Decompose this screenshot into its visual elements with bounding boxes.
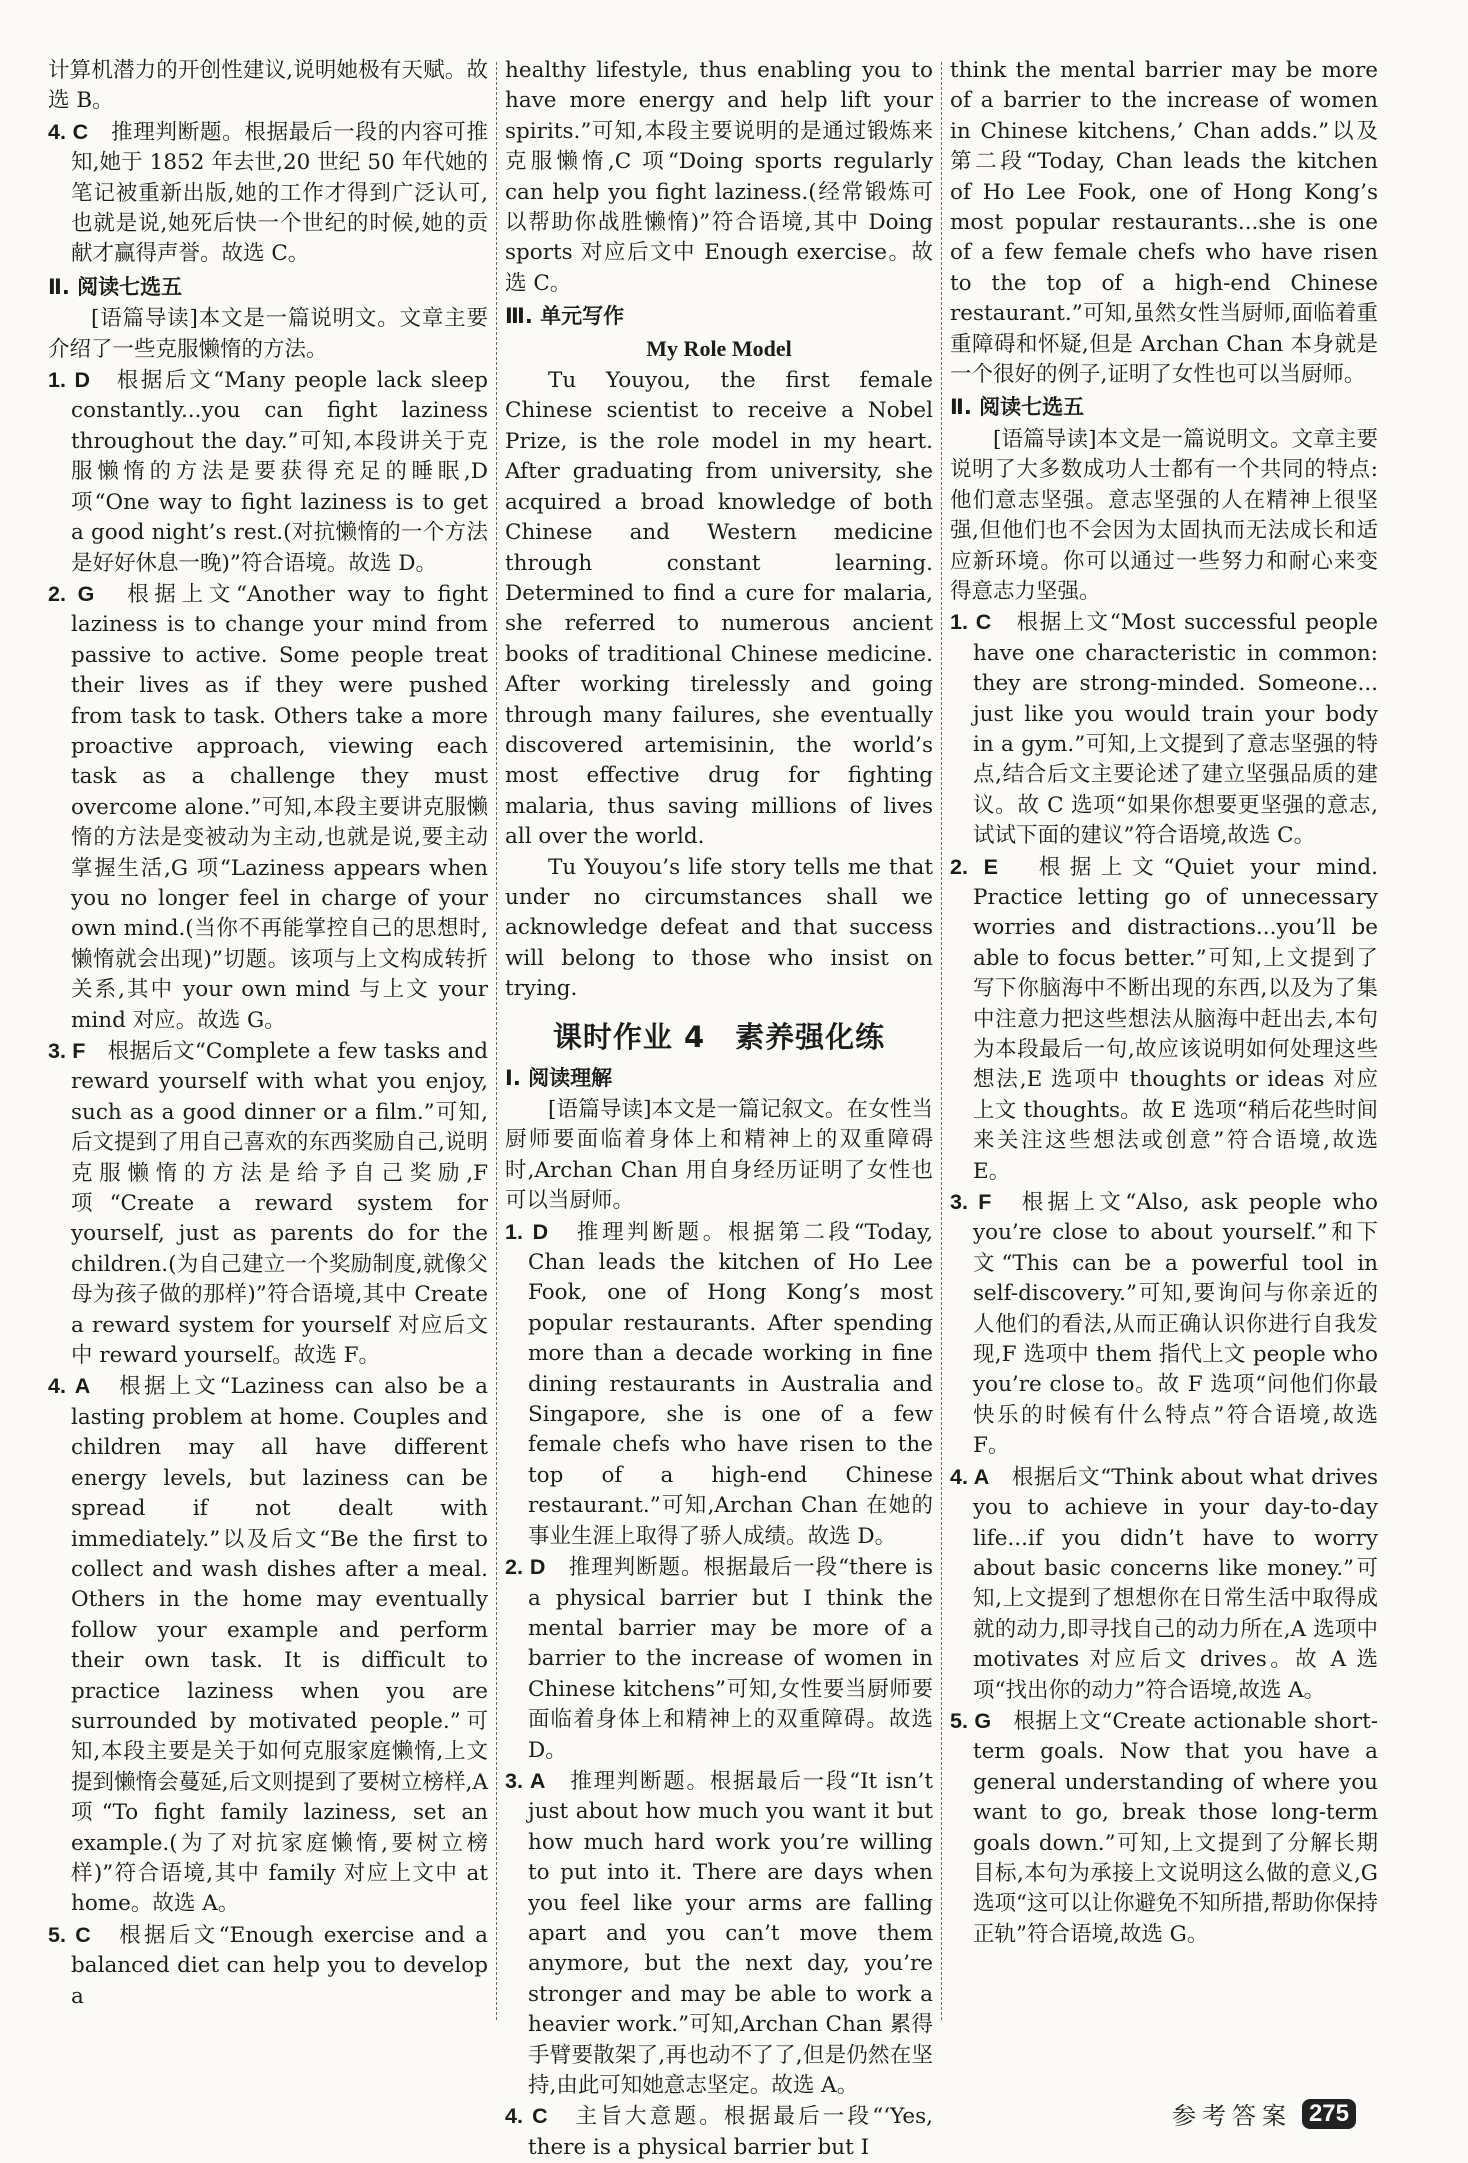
answer-number: 4. A [48, 1374, 91, 1399]
column-right [950, 56, 1378, 1950]
section-heading: Ⅲ. 单元写作 [505, 304, 625, 329]
answer-text: 根据后文“Think about what drives you to achieve in your day-to-day life...if you didn’t have to worry about basic concerns like money.”可知,上文提到了想想你在日常生活中取得成就的动力,即寻找自己的动力所在,A 选项中 motivates 对应后文 drives。故 A 选项“找出你的动力”符合语境,故选 A。 [973, 1464, 1378, 1703]
section-heading: Ⅱ. 阅读七选五 [48, 274, 183, 299]
answer-number: 1. D [48, 368, 91, 393]
answer-item [950, 1187, 1378, 1462]
answer-text: 根据上文“Laziness can also be a lasting problem at home. Couples and children may all have different energy levels, but laziness can be spread if not dealt with immediately.”以及后文“Be the first to collect and wash dishes after a meal. Others in the home may eventually follow your example and perform their own task. It is difficult to practice laziness when you are surrounded by motivated people.”可知,本段主要是关于如何克服家庭懒惰,上文提到懒惰会蔓延,后文则提到了要树立榜样,A 项“To fight family laziness, set an example.(为了对抗家庭懒惰,要树立榜样)”符合语境,其中 family 对应上文中 at home。故选 A。 [71, 1374, 488, 1917]
answer-number: 3. A [505, 1768, 546, 1793]
answer-item [48, 365, 488, 579]
paragraph: healthy lifestyle, thus enabling you to have more energy and help lift your spirits.”可知,本段主要说明的是通过锻炼来克服懒惰,C 项“Doing sports regularly can help you fight laziness.(经常锻炼可以帮助你战胜懒惰)”符合语境,其中 Doing sports 对应后文中 Enough exercise。故选 C。 [505, 58, 933, 296]
passage-guide: [语篇导读]本文是一篇记叙文。在女性当厨师要面临着身体上和精神上的双重障碍时,Archan Chan 用自身经历证明了女性也可以当厨师。 [505, 1097, 933, 1214]
answer-text: 根据后文“Complete a few tasks and reward yourself with what you enjoy, such as a good dinner or a film.”可知,后文提到了用自己喜欢的东西奖励自己,说明克服懒惰的方法是给予自己奖励,F 项“Create a reward system for yourself, just as parents do for the children.(为自己建立一个奖励制度,就像父母为孩子做的那样)”符合语境,其中 Create a reward system for yourself 对应后文中 reward yourself。故选 F。 [71, 1039, 488, 1369]
answer-number: 3. F [950, 1190, 992, 1215]
answer-number: 4. C [505, 2104, 548, 2129]
answer-text: 推理判断题。根据最后一段的内容可推知,她于 1852 年去世,20 世纪 50 年代她的笔记被重新出版,她的工作才得到广泛认可,也就是说,她死后快一个世纪的时候,她的贡献才赢得声誉。故选 C。 [71, 119, 488, 267]
page-number: 275 [1302, 2099, 1356, 2129]
answer-number: 2. E [950, 854, 998, 879]
section-heading: Ⅰ. 阅读理解 [505, 1065, 613, 1090]
answer-item [950, 1462, 1378, 1706]
answer-item [48, 579, 488, 1036]
section-heading: Ⅱ. 阅读七选五 [950, 395, 1085, 420]
answer-number: 2. G [48, 581, 95, 606]
passage-guide: [语篇导读]本文是一篇说明文。文章主要介绍了一些克服懒惰的方法。 [48, 306, 488, 362]
page-footer [1172, 2096, 1356, 2131]
answer-text: 根据后文“Enough exercise and a balanced diet can help you to develop a [71, 1922, 488, 2009]
answer-text: 根据上文“Also, ask people who you’re close to about yourself.”和下文“This can be a powerful tool in self-discovery.”可知,要询问与你亲近的人他们的看法,从而正确认识你进行自我发现,F 选项中 them 指代上文 people who you’re close to。故 F 选项“问他们你最快乐的时候有什么特点”符合语境,故选 F。 [973, 1190, 1378, 1459]
answer-number: 1. D [505, 1219, 549, 1244]
answer-text: 推理判断题。根据最后一段“there is a physical barrier but I think the mental barrier may be more of a barrier to the increase of women in Chinese kitchens”可知,女性要当厨师要面临着身体上和精神上的双重障碍。故选 D。 [528, 1555, 933, 1763]
answer-item [505, 1552, 933, 1766]
answer-item [48, 117, 488, 270]
answer-number: 5. C [48, 1922, 91, 1947]
answer-item [950, 852, 1378, 1187]
passage-guide: [语篇导读]本文是一篇说明文。文章主要说明了大多数成功人士都有一个共同的特点:他们意志坚强。意志坚强的人在精神上很坚强,但他们也不会因为太固执而无法成长和适应新环境。你可以通过一些努力和耐心来变得意志力坚强。 [950, 426, 1378, 604]
answer-text: 推理判断题。根据第二段“Today, Chan leads the kitchen of Ho Lee Fook, one of Hong Kong’s most popular restaurants. After spending more than a decade working in fine dining restaurants in Australia and Singapore, she is one of a few female chefs who have risen to the top of a high-end Chinese restaurant.”可知,Archan Chan 在她的事业生涯上取得了骄人成绩。故选 D。 [528, 1219, 933, 1549]
column-divider [941, 62, 942, 2020]
column-divider [496, 62, 497, 2020]
column-middle [505, 56, 933, 2163]
answer-text: 根据上文“Most successful people have one characteristic in common: they are strong-minded. Someone... just like you would train your body in a gym.”可知,上文提到了意志坚强的特点,结合后文主要论述了建立坚强品质的建议。故 C 选项“如果你想要更坚强的意志,试试下面的建议”符合语境,故选 C。 [973, 610, 1378, 849]
answer-number: 4. C [48, 119, 89, 144]
answer-item [48, 1371, 488, 1919]
footer-label: 参考答案 [1171, 2102, 1292, 2130]
answer-item [505, 1766, 933, 2101]
column-left [48, 56, 488, 2012]
essay-paragraph: Tu Youyou’s life story tells me that under no circumstances shall we acknowledge defeat and that success will belong to those who insist on trying. [505, 854, 933, 1002]
answer-number: 1. C [950, 610, 992, 635]
paragraph: think the mental barrier may be more of a barrier to the increase of women in Chinese kitchens,’ Chan adds.”以及第二段“Today, Chan leads the kitchen of Ho Lee Fook, one of Hong Kong’s most popular restaurants...she is one of a few female chefs who have risen to the top of a high-end Chinese restaurant.”可知,虽然女性当厨师,面临着重重障碍和怀疑,但是 Archan Chan 本身就是一个很好的例子,证明了女性也可以当厨师。 [950, 58, 1378, 388]
answer-item [48, 1036, 488, 1371]
essay-title: My Role Model [646, 335, 792, 361]
answer-item [505, 1217, 933, 1552]
lesson-title: 课时作业 4 素养强化练 [552, 1019, 886, 1054]
answer-text: 根据后文“Many people lack sleep constantly...you can fight laziness throughout the day.”可知,本段讲关于克服懒惰的方法是要获得充足的睡眠,D 项“One way to fight laziness is to get a good night’s rest.(对抗懒惰的一个方法是好好休息一晚)”符合语境。故选 D。 [71, 368, 488, 576]
answer-item [950, 1706, 1378, 1950]
paragraph: 计算机潜力的开创性建议,说明她极有天赋。故选 B。 [48, 58, 488, 114]
answer-number: 4. A [950, 1464, 990, 1489]
answer-text: 主旨大意题。根据最后一段“‘Yes, there is a physical barrier but I [528, 2104, 933, 2160]
answer-number: 2. D [505, 1555, 546, 1580]
essay-paragraph: Tu Youyou, the first female Chinese scientist to receive a Nobel Prize, is the role model in my heart. After graduating from university, she acquired a broad knowledge of both Chinese and Western medicine through constant learning. Determined to find a cure for malaria, she referred to numerous ancient books of traditional Chinese medicine. After working tirelessly and going through many failures, she eventually discovered artemisinin, the world’s most effective drug for fighting malaria, thus saving millions of lives all over the world. [505, 368, 933, 850]
answer-number: 3. F [48, 1039, 86, 1063]
answer-number: 5. G [950, 1708, 992, 1733]
answer-text: 根据上文“Create actionable short-term goals. Now that you have a general understanding of where you want to go, break those long-term goals down.”可知,上文提到了分解长期目标,本句为承接上文说明这么做的意义,G 选项“这可以让你避免不知所措,帮助你保持正轨”符合语境,故选 G。 [973, 1708, 1378, 1947]
answer-text: 根据上文“Quiet your mind. Practice letting go of unnecessary worries and distractions...you’ll be able to focus better.”可知,上文提到了写下你脑海中不断出现的东西,以及为了集中注意力把这些想法从脑海中赶出去,本句为本段最后一句,故应该说明如何处理这些想法,E 选项中 thoughts or ideas 对应上文 thoughts。故 E 选项“稍后花些时间来关注这些想法或创意”符合语境,故选 E。 [973, 854, 1378, 1184]
answer-item [950, 607, 1378, 851]
answer-text: 推理判断题。根据最后一段“It isn’t just about how much you want it but how much hard work you’re willing to put into it. There are days when you feel like your arms are falling apart and you can’t move them anymore, but the next day, you’re stronger and may be able to work a heavier work.”可知,Archan Chan 累得手臂要散架了,再也动不了了,但是仍然在坚持,由此可知她意志坚定。故选 A。 [528, 1768, 933, 2098]
answer-item [48, 1920, 488, 2012]
answer-text: 根据上文“Another way to fight laziness is to change your mind from passive to active. Some people treat their lives as if they were pushed from task to task. Others take a more proactive approach, viewing each task as a challenge they must overcome alone.”可知,本段主要讲克服懒惰的方法是变被动为主动,也就是说,要主动掌握生活,G 项“Laziness appears when you no longer feel in charge of your own mind.(当你不再能掌控自己的思想时,懒惰就会出现)”切题。该项与上文构成转折关系,其中 your own mind 与上文 your mind 对应。故选 G。 [71, 581, 488, 1033]
